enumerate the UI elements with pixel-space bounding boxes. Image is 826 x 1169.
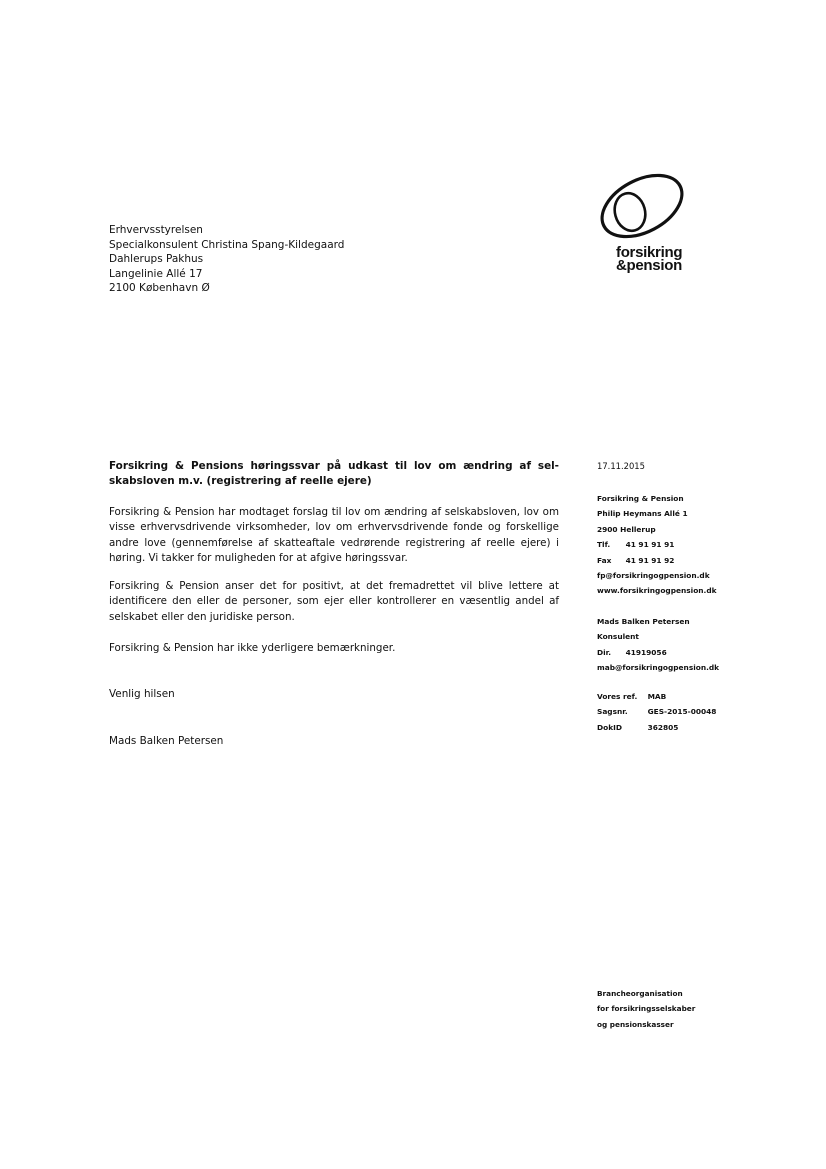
sender-phone-row [597, 537, 717, 552]
ellipse-o-logo-icon [594, 172, 690, 250]
signer-name: Mads Balken Petersen [109, 735, 224, 747]
case-row [597, 704, 716, 719]
fax-value: 41 91 91 92 [625, 555, 675, 565]
case-value: GES-2015-00048 [647, 707, 717, 717]
sender-org: Forsikring & Pension [597, 494, 684, 503]
logo-wordmark [616, 246, 706, 272]
direct-label: Dir. [597, 647, 612, 657]
contact-name: Mads Balken Petersen [597, 617, 690, 626]
contact-direct-row [597, 645, 719, 660]
org-footer-line: for forsikringsselskaber [597, 1004, 696, 1014]
contact-title: Konsulent [597, 632, 639, 642]
contact-block [597, 614, 719, 676]
letter-date: 17.11.2015 [597, 461, 645, 471]
body-paragraph-2: Forsikring & Pension anser det for positivt, at det fremadrettet vil blive lettere at identificere den eller de personer, som ejer eller kontrollerer en væsentlig andel af selskabet eller den juridiske person. [109, 580, 559, 623]
closing-greeting: Venlig hilsen [109, 688, 175, 700]
case-label: Sagsnr. [597, 707, 628, 717]
doc-value: 362805 [647, 722, 679, 732]
contact-email[interactable]: mab@forsikringogpension.dk [597, 663, 720, 673]
sender-fax-row [597, 553, 717, 568]
body-paragraph-3: Forsikring & Pension har ikke yderligere bemærkninger. [109, 642, 396, 654]
ref-row [597, 689, 716, 704]
address-line: Dahlerups Pakhus [109, 253, 204, 266]
direct-value: 41919056 [625, 647, 667, 657]
ref-label: Vores ref. [597, 692, 638, 701]
company-logo [594, 172, 690, 282]
logo-line-2: &pension [616, 257, 682, 274]
letter-subject: Forsikring & Pensions høringssvar på udkast til lov om ændring af sel-skabsloven m.v. (registrering af reelle ejere) [109, 460, 559, 487]
sender-street: Philip Heymans Allé 1 [597, 509, 688, 519]
fax-label: Fax [597, 555, 612, 565]
reference-block [597, 689, 716, 735]
ref-value: MAB [647, 692, 667, 701]
address-line: Erhvervsstyrelsen [109, 224, 203, 236]
organisation-footer [597, 986, 695, 1032]
sender-city: 2900 Hellerup [597, 524, 656, 534]
sender-email[interactable]: fp@forsikringogpension.dk [597, 571, 710, 581]
doc-label: DokID [597, 722, 623, 732]
org-footer-line: og pensionskasser [597, 1019, 674, 1029]
sender-website[interactable]: www.forsikringogpension.dk [597, 586, 717, 596]
address-line: Langelinie Allé 17 [109, 267, 203, 280]
org-footer-line: Brancheorganisation [597, 989, 683, 998]
doc-row [597, 720, 716, 735]
address-line: 2100 København Ø [109, 282, 210, 295]
phone-label: Tlf. [597, 540, 611, 550]
sender-block [597, 491, 717, 599]
recipient-address [109, 223, 344, 296]
body-paragraph-1: Forsikring & Pension har modtaget forslag til lov om ændring af selskabsloven, lov om visse erhvervsdrivende virksomheder, lov om erhvervsdrivende fonde og forskellige andre love (gennemførelse af skatteaftale vedrørende registrering af reelle ejere) i høring. Vi takker for muligheden for at afgive høringssvar. [109, 506, 559, 565]
logo-line-1: forsikring [616, 244, 683, 261]
phone-value: 41 91 91 91 [625, 540, 675, 550]
address-line: Specialkonsulent Christina Spang-Kildegaard [109, 238, 345, 251]
